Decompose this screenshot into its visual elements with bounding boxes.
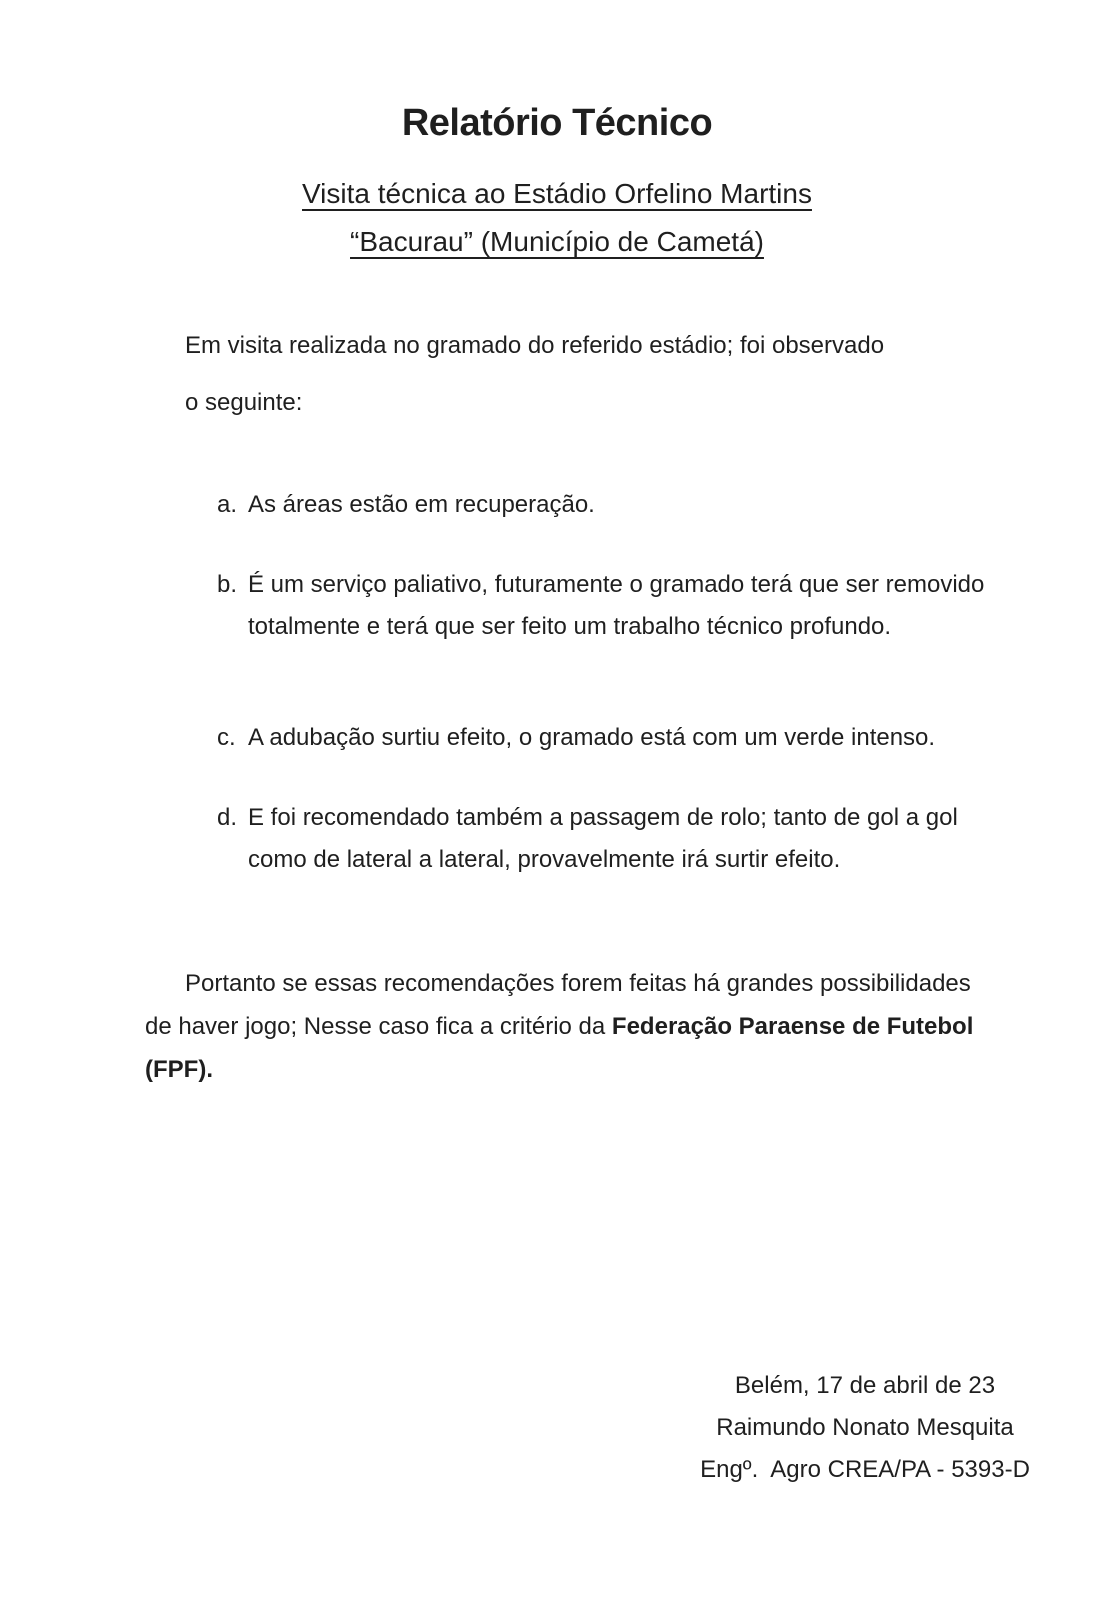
list-item-c bbox=[217, 717, 935, 759]
report-subtitle-line2: “Bacurau” (Município de Cametá) bbox=[350, 226, 764, 257]
list-marker-c: c. bbox=[217, 724, 236, 751]
list-item-d bbox=[217, 797, 958, 881]
list-marker-d: d. bbox=[217, 804, 238, 831]
conclusion-line-2-bold: Federação Paraense de Futebol bbox=[611, 1013, 974, 1040]
conclusion-line-3: (FPF). bbox=[145, 1056, 213, 1083]
report-title: Relatório Técnico bbox=[401, 102, 713, 144]
list-item-b-line-1: É um serviço paliativo, futuramente o gramado terá que ser removido bbox=[248, 571, 985, 598]
signature-credentials: Engº. Agro CREA/PA - 5393-D bbox=[700, 1456, 1030, 1483]
signature-place-date: Belém, 17 de abril de 23 bbox=[734, 1372, 996, 1399]
intro-line-1: Em visita realizada no gramado do referido estádio; foi observado bbox=[185, 332, 885, 359]
list-item-a-text bbox=[248, 484, 595, 526]
intro-paragraph bbox=[185, 317, 884, 431]
list-item-c-line-1: A adubação surtiu efeito, o gramado está com um verde intenso. bbox=[248, 724, 936, 751]
list-item-a bbox=[217, 484, 595, 526]
intro-line-2: o seguinte: bbox=[185, 389, 303, 416]
conclusion-line-2 bbox=[145, 1005, 973, 1048]
list-item-b bbox=[217, 564, 984, 648]
list-marker-a: a. bbox=[217, 491, 238, 518]
signature-name: Raimundo Nonato Mesquita bbox=[716, 1414, 1014, 1441]
list-item-c-text bbox=[248, 717, 935, 759]
report-subtitle-line1: Visita técnica ao Estádio Orfelino Martins bbox=[302, 178, 812, 209]
list-item-d-text bbox=[248, 797, 958, 881]
list-item-a-line-1: As áreas estão em recuperação. bbox=[248, 491, 595, 518]
list-item-d-line-1: E foi recomendado também a passagem de rolo; tanto de gol a gol bbox=[248, 804, 958, 831]
list-item-b-line-2: totalmente e terá que ser feito um trabalho técnico profundo. bbox=[248, 613, 892, 640]
conclusion-paragraph bbox=[145, 962, 973, 1091]
list-marker-b: b. bbox=[217, 571, 238, 598]
list-item-d-line-2: como de lateral a lateral, provavelmente irá surtir efeito. bbox=[248, 846, 841, 873]
signature-block bbox=[640, 1365, 1090, 1491]
conclusion-line-1: Portanto se essas recomendações forem feitas há grandes possibilidades bbox=[185, 970, 971, 997]
conclusion-line-2-normal: de haver jogo; Nesse caso fica a critério da bbox=[145, 1013, 612, 1040]
list-item-b-text bbox=[248, 564, 984, 648]
